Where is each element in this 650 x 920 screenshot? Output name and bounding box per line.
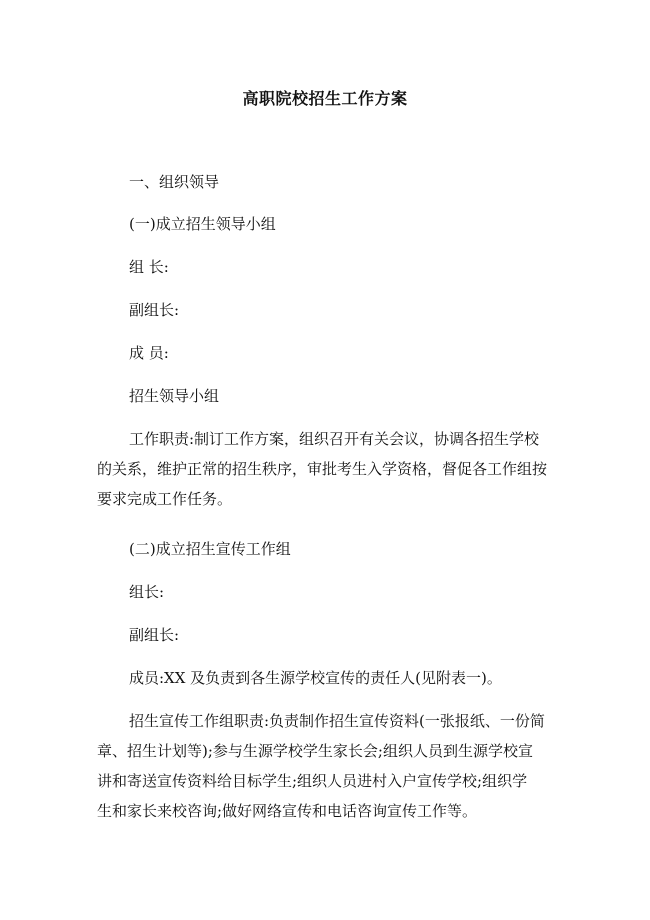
vice-leader-label: 副组长: bbox=[129, 301, 180, 319]
paragraph-line: 章、招生计划等);参与生源学校学生家长会;组织人员到生源学校宣 bbox=[97, 742, 533, 760]
document-title: 高职院校招生工作方案 bbox=[242, 89, 408, 108]
paragraph-line: 招生宣传工作组职责:负责制作招生宣传资料(一张报纸、一份简 bbox=[129, 712, 545, 730]
leader-label: 组 长: bbox=[129, 258, 169, 276]
paragraph-line: 要求完成工作任务。 bbox=[97, 490, 233, 508]
publicity-duties-paragraph bbox=[97, 706, 557, 826]
paragraph-line: 的关系，维护正常的招生秩序，审批考生入学资格，督促各工作组按 bbox=[97, 460, 548, 478]
leader-label-2: 组长: bbox=[129, 583, 165, 601]
paragraph-line: 工作职责:制订工作方案，组织召开有关会议，协调各招生学校 bbox=[129, 430, 540, 448]
subheading-publicity-group: (二)成立招生宣传工作组 bbox=[129, 540, 291, 558]
members-line-2: 成员:XX 及负责到各生源学校宣传的责任人(见附表一)。 bbox=[129, 669, 502, 687]
leadership-duties-paragraph bbox=[97, 424, 557, 514]
vice-leader-label-2: 副组长: bbox=[129, 626, 180, 644]
paragraph-line: 讲和寄送宣传资料给目标学生;组织人员进村入户宣传学校;组织学 bbox=[97, 772, 528, 790]
paragraph-line: 生和家长来校咨询;做好网络宣传和电话咨询宣传工作等。 bbox=[97, 802, 478, 820]
subheading-admissions-leadership-group: (一)成立招生领导小组 bbox=[129, 215, 276, 233]
leadership-group-label: 招生领导小组 bbox=[129, 387, 220, 405]
members-label: 成 员: bbox=[129, 344, 169, 362]
section-heading-organization: 一、组织领导 bbox=[129, 173, 220, 191]
